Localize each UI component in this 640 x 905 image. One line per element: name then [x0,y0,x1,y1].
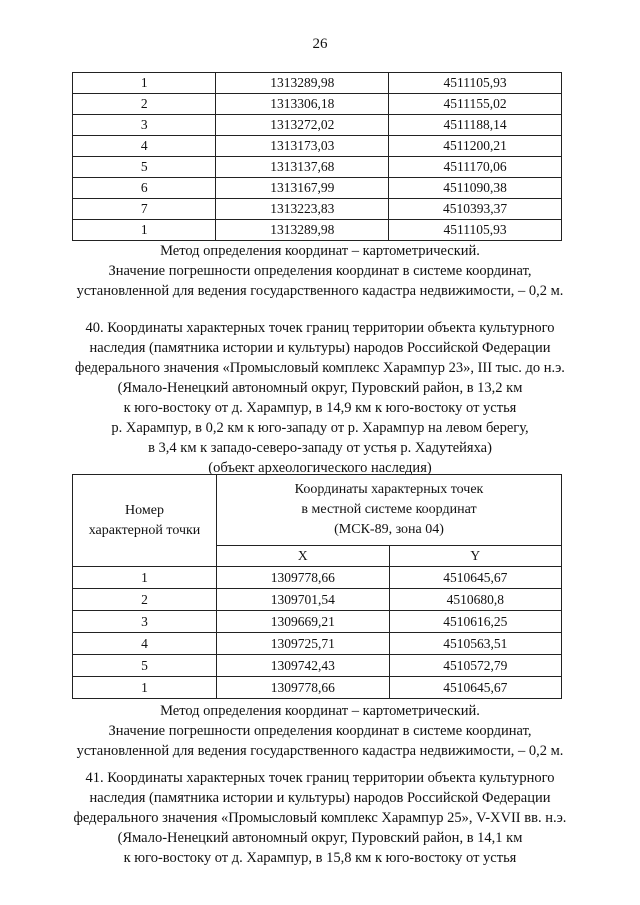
point-number: 5 [73,655,217,677]
coord-y: 4510645,67 [389,677,562,699]
coord-x: 1309778,66 [217,677,389,699]
table-row [73,567,562,589]
coord-y: 4510616,25 [389,611,562,633]
point-number: 3 [73,115,216,136]
table-row [73,589,562,611]
section-line: (Ямало-Ненецкий автономный округ, Пуровский район, в 13,2 км [117,380,523,396]
table-row [73,199,562,220]
method-line: установленной для ведения государственного кадастра недвижимости, – 0,2 м. [76,743,564,759]
header-y: Y [389,546,562,567]
table-row [73,136,562,157]
coord-x: 1309778,66 [217,567,389,589]
point-number: 4 [73,136,216,157]
coord-y: 4510563,51 [389,633,562,655]
point-number: 1 [73,677,217,699]
point-number: 1 [73,220,216,241]
section-line: р. Харампур, в 0,2 км к юго-западу от р. Харампур на левом берегу, [111,420,529,436]
method-line: Метод определения координат – картометрический. [160,243,480,259]
header-coordinates [217,475,562,546]
point-number: 1 [73,567,217,589]
coord-y: 4511200,21 [389,136,562,157]
coord-x: 1313167,99 [216,178,389,199]
coord-x: 1309742,43 [217,655,389,677]
point-number: 6 [73,178,216,199]
coordinates-table-40 [72,474,562,699]
point-number: 5 [73,157,216,178]
table-header-row [73,475,562,546]
method-note [40,241,600,301]
section-line: наследия (памятника истории и культуры) народов Российской Федерации [89,340,551,356]
coord-y: 4510572,79 [389,655,562,677]
coord-x: 1313137,68 [216,157,389,178]
method-line: Значение погрешности определения координат в системе координат, [108,263,532,279]
table-row [73,655,562,677]
table-row [73,633,562,655]
section-heading-41 [40,768,600,868]
coord-x: 1313289,98 [216,220,389,241]
point-number: 1 [73,73,216,94]
coord-x: 1313306,18 [216,94,389,115]
section-line: (Ямало-Ненецкий автономный округ, Пуровский район, в 14,1 км [117,830,523,846]
method-line: установленной для ведения государственного кадастра недвижимости, – 0,2 м. [76,283,564,299]
header-line: в местной системе координат [301,502,477,517]
table-row [73,611,562,633]
coord-y: 4510645,67 [389,567,562,589]
point-number: 3 [73,611,217,633]
header-x: X [217,546,389,567]
table-row [73,178,562,199]
table-row [73,677,562,699]
coord-x: 1313289,98 [216,73,389,94]
table-row [73,73,562,94]
coord-y: 4510393,37 [389,199,562,220]
table-row [73,220,562,241]
header-point-number [73,475,217,567]
point-number: 4 [73,633,217,655]
section-line: в 3,4 км к западо-северо-западу от устья р. Хадутейяха) [148,440,492,456]
point-number: 7 [73,199,216,220]
coord-y: 4511105,93 [389,73,562,94]
section-line: наследия (памятника истории и культуры) народов Российской Федерации [89,790,551,806]
coord-x: 1313272,02 [216,115,389,136]
method-line: Метод определения координат – картометрический. [160,703,480,719]
point-number: 2 [73,94,216,115]
section-line: к юго-востоку от д. Харампур, в 15,8 км к юго-востоку от устья [123,850,517,866]
coord-x: 1313173,03 [216,136,389,157]
coord-x: 1309669,21 [217,611,389,633]
section-line: 41. Координаты характерных точек границ территории объекта культурного [85,770,555,786]
header-line: (МСК-89, зона 04) [334,522,444,537]
coord-y: 4511105,93 [389,220,562,241]
section-line: 40. Координаты характерных точек границ территории объекта культурного [85,320,555,336]
table-row [73,94,562,115]
coord-y: 4511188,14 [389,115,562,136]
table-row [73,115,562,136]
page-number: 26 [312,36,328,52]
coord-x: 1309725,71 [217,633,389,655]
coord-y: 4511155,02 [389,94,562,115]
header-line: характерной точки [88,522,201,538]
header-line: Номер [125,502,164,518]
method-line: Значение погрешности определения координат в системе координат, [108,723,532,739]
section-line: (объект археологического наследия) [208,460,432,476]
point-number: 2 [73,589,217,611]
coord-y: 4510680,8 [389,589,562,611]
coord-y: 4511090,38 [389,178,562,199]
coord-x: 1309701,54 [217,589,389,611]
section-line: к юго-востоку от д. Харампур, в 14,9 км к юго-востоку от устья [123,400,517,416]
coord-y: 4511170,06 [389,157,562,178]
method-note [40,701,600,761]
section-line: федерального значения «Промысловый комплекс Харампур 23», III тыс. до н.э. [75,360,565,376]
coordinates-table-continued [72,72,562,241]
section-line: федерального значения «Промысловый комплекс Харампур 25», V-XVII вв. н.э. [73,810,567,826]
section-heading-40 [40,318,600,478]
header-line: Координаты характерных точек [294,482,484,497]
table-row [73,157,562,178]
coord-x: 1313223,83 [216,199,389,220]
